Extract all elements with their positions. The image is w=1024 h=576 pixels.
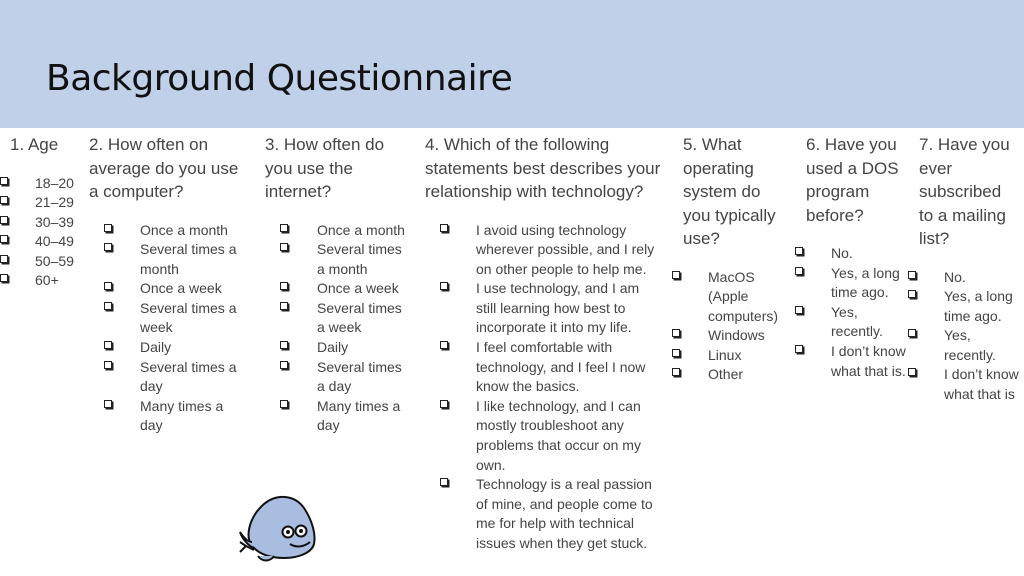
option-item[interactable]: Once a month (140, 221, 246, 241)
question-title: 3. How often do you use the internet? (265, 135, 385, 201)
option-item[interactable]: 30–39 (35, 213, 88, 233)
page-title: Background Questionnaire (46, 58, 513, 99)
question-title: 5. What operating system do you typically use? (683, 135, 776, 248)
checkbox-icon[interactable] (908, 271, 916, 279)
question-title: 7. Have you ever subscribed to a mailing list? (919, 135, 1010, 248)
checkbox-icon[interactable] (795, 247, 803, 255)
option-item[interactable]: I use technology, and I am still learning how best to incorporate it into my life. (476, 279, 663, 338)
option-item[interactable]: I feel comfortable with technology, and I feel I now know the basics. (476, 338, 663, 397)
option-item[interactable]: Daily (140, 338, 246, 358)
option-item[interactable]: No. (831, 244, 906, 264)
option-item[interactable]: Daily (317, 338, 413, 358)
option-item[interactable]: Yes, recently. (944, 326, 1019, 365)
checkbox-icon[interactable] (672, 368, 680, 376)
checkbox-icon[interactable] (280, 400, 288, 408)
option-item[interactable]: Many times a day (317, 397, 413, 436)
question-tech-relationship (425, 133, 670, 554)
option-item[interactable]: Windows (708, 326, 788, 346)
option-item[interactable]: I don’t know what that is. (831, 342, 906, 381)
option-item[interactable]: Yes, recently. (831, 303, 906, 342)
option-item[interactable]: Technology is a real passion of mine, and people come to me for help with technical issues when they get stuck. (476, 475, 663, 553)
checkbox-icon[interactable] (0, 196, 8, 204)
checkbox-icon[interactable] (280, 341, 288, 349)
question-internet-use (265, 133, 415, 436)
option-item[interactable]: 40–49 (35, 232, 88, 252)
checkbox-icon[interactable] (0, 216, 8, 224)
checkbox-icon[interactable] (0, 255, 8, 263)
question-mailing-list (919, 133, 1021, 405)
question-title: 1. Age (10, 135, 59, 154)
option-item[interactable]: 18–20 (35, 174, 88, 194)
option-item[interactable]: Several times a week (140, 299, 246, 338)
option-item[interactable]: No. (944, 268, 1019, 288)
option-item[interactable]: Many times a day (140, 397, 246, 436)
option-item[interactable]: MacOS (Apple computers) (708, 268, 788, 327)
checkbox-icon[interactable] (104, 302, 112, 310)
checkbox-icon[interactable] (104, 224, 112, 232)
checkbox-icon[interactable] (104, 400, 112, 408)
question-computer-use (89, 133, 249, 436)
checkbox-icon[interactable] (104, 243, 112, 251)
checkbox-icon[interactable] (0, 235, 8, 243)
checkbox-icon[interactable] (0, 177, 8, 185)
question-dos-program (806, 133, 911, 381)
checkbox-icon[interactable] (908, 329, 916, 337)
checkbox-icon[interactable] (440, 341, 448, 349)
question-age (10, 133, 88, 291)
question-title: 2. How often on average do you use a computer? (89, 135, 239, 201)
checkbox-icon[interactable] (440, 400, 448, 408)
question-title: 4. Which of the following statements best describes your relationship with technology? (425, 135, 661, 201)
checkbox-icon[interactable] (795, 267, 803, 275)
checkbox-icon[interactable] (672, 349, 680, 357)
whale-mascot-icon (236, 490, 320, 564)
checkbox-icon[interactable] (440, 224, 448, 232)
option-item[interactable]: I like technology, and I can mostly troubleshoot any problems that occur on my own. (476, 397, 663, 475)
option-item[interactable]: 60+ (35, 271, 88, 291)
checkbox-icon[interactable] (280, 282, 288, 290)
checkbox-icon[interactable] (104, 361, 112, 369)
option-item[interactable]: Several times a day (140, 358, 246, 397)
checkbox-icon[interactable] (280, 243, 288, 251)
option-item[interactable]: Once a month (317, 221, 413, 241)
option-item[interactable]: Once a week (140, 279, 246, 299)
checkbox-icon[interactable] (104, 341, 112, 349)
checkbox-icon[interactable] (795, 345, 803, 353)
option-item[interactable]: Several times a week (317, 299, 413, 338)
checkbox-icon[interactable] (908, 368, 916, 376)
checkbox-icon[interactable] (440, 478, 448, 486)
option-item[interactable]: Linux (708, 346, 788, 366)
checkbox-icon[interactable] (795, 306, 803, 314)
checkbox-icon[interactable] (0, 274, 8, 282)
option-item[interactable]: Yes, a long time ago. (944, 287, 1019, 326)
checkbox-icon[interactable] (672, 329, 680, 337)
checkbox-icon[interactable] (672, 271, 680, 279)
option-item[interactable]: I don’t know what that is (944, 365, 1019, 404)
checkbox-icon[interactable] (280, 302, 288, 310)
option-item[interactable]: I avoid using technology wherever possible, and I rely on other people to help me. (476, 221, 663, 280)
question-title: 6. Have you used a DOS program before? (806, 135, 899, 225)
option-item[interactable]: Other (708, 365, 788, 385)
option-item[interactable]: Yes, a long time ago. (831, 264, 906, 303)
option-item[interactable]: 21–29 (35, 193, 88, 213)
checkbox-icon[interactable] (280, 224, 288, 232)
option-item[interactable]: Once a week (317, 279, 413, 299)
option-item[interactable]: Several times a month (140, 240, 246, 279)
option-item[interactable]: Several times a day (317, 358, 413, 397)
checkbox-icon[interactable] (908, 290, 916, 298)
checkbox-icon[interactable] (280, 361, 288, 369)
option-item[interactable]: 50–59 (35, 252, 88, 272)
option-item[interactable]: Several times a month (317, 240, 413, 279)
checkbox-icon[interactable] (104, 282, 112, 290)
question-operating-system (683, 133, 793, 385)
checkbox-icon[interactable] (440, 282, 448, 290)
